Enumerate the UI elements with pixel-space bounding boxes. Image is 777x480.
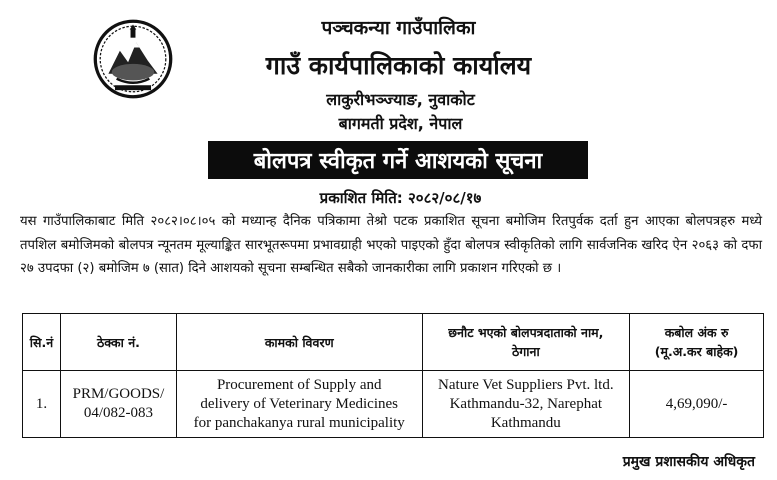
header-description: कामको विवरण — [176, 314, 422, 371]
header-amount — [630, 314, 764, 371]
signoff: प्रमुख प्रशासकीय अधिकृत — [622, 454, 755, 470]
contract-no-line2: 04/082-083 — [83, 405, 154, 421]
bid-table — [22, 313, 764, 438]
table-header-row — [23, 314, 764, 371]
description-line3: for panchakanya rural municipality — [193, 414, 405, 431]
org-name: पञ्चकन्या गाउँपालिका — [321, 17, 476, 39]
bidder-line1: Nature Vet Suppliers Pvt. ltd. — [438, 376, 614, 393]
description-line2: delivery of Veterinary Medicines — [200, 395, 398, 412]
description-line1: Procurement of Supply and — [216, 376, 382, 393]
cell-contract-no — [60, 371, 176, 438]
header-sn: सि.नं — [23, 314, 61, 371]
address-line-2: बागमती प्रदेश, नेपाल — [338, 114, 463, 133]
header-bidder-line2: ठेगाना — [511, 344, 540, 359]
header-contract-no: ठेक्का नं. — [60, 314, 176, 371]
header-amount-line2: (मू.अ.कर बाहेक) — [654, 344, 739, 359]
notice-body: यस गाउँपालिकाबाट मिति २०८२।०८।०५ को मध्यान्ह दैनिक पत्रिकामा तेश्रो पटक प्रकाशित सूचना बमोजिम रितपुर्वक दर्ता हुन आएका बोलपत्रहरु मध्ये तपशिल बमोजिमको बोलपत्र न्यूनतम मूल्याङ्कित सारभूतरूपमा प्रभावग्राही भएको पाइएको हुँदा बोलपत्र स्वीकृतिको लागि सार्वजनिक खरिद ऐन २०६३ को दफा २७ उपदफा (२) बमोजिम ७ (सात) दिने आशयको सूचना सम्बन्धित सबैको जानकारीका लागि प्रकाशन गरिएको छ । — [20, 214, 762, 276]
notice-title: बोलपत्र स्वीकृत गर्ने आशयको सूचना — [208, 141, 588, 179]
office-name: गाउँ कार्यपालिकाको कार्यालय — [265, 51, 532, 80]
cell-sn: 1. — [23, 371, 61, 438]
cell-amount: 4,69,090/- — [630, 371, 764, 438]
bidder-line2: Kathmandu-32, Narephat — [449, 395, 603, 412]
table-row — [23, 371, 764, 438]
header-bidder — [422, 314, 630, 371]
published-date: प्रकाशित मिति: २०८२/०८/१७ — [319, 189, 482, 207]
header-bidder-line1: छनौट भएको बोलपत्रदाताको नाम, — [448, 325, 604, 340]
header-amount-line1: कबोल अंक रु — [664, 325, 729, 340]
bidder-line3: Kathmandu — [490, 414, 561, 431]
address-line-1: लाकुरीभञ्ज्याङ, नुवाकोट — [326, 90, 475, 109]
contract-no-line1: PRM/GOODS/ — [72, 386, 165, 402]
cell-description — [176, 371, 422, 438]
cell-bidder — [422, 371, 630, 438]
